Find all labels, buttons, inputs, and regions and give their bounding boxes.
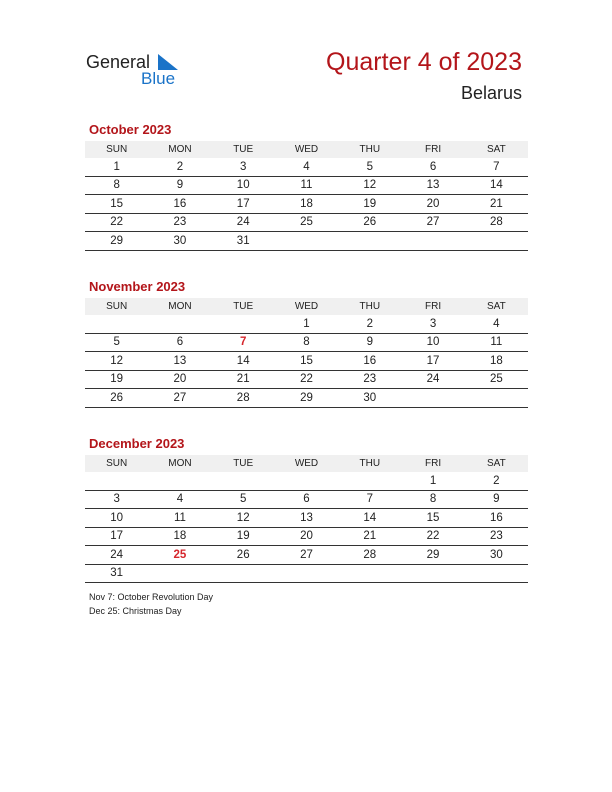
weekday-header: FRI xyxy=(401,298,464,315)
month-october xyxy=(85,122,528,251)
day-cell: 17 xyxy=(401,352,464,371)
country-name: Belarus xyxy=(460,83,522,103)
day-cell: 30 xyxy=(148,232,211,251)
day-cell: 4 xyxy=(465,315,528,333)
week-row xyxy=(85,176,528,195)
day-cell: 10 xyxy=(401,333,464,352)
day-cell: 24 xyxy=(212,213,275,232)
day-cell: 19 xyxy=(338,195,401,214)
weekday-header: SAT xyxy=(465,455,528,472)
weekday-header: SAT xyxy=(465,298,528,315)
weekday-header: TUE xyxy=(212,455,275,472)
week-row xyxy=(85,564,528,583)
day-cell: 14 xyxy=(465,176,528,195)
month-title: October 2023 xyxy=(89,122,172,137)
day-cell: 31 xyxy=(212,232,275,251)
week-row xyxy=(85,472,528,490)
day-cell: 20 xyxy=(148,370,211,389)
day-cell: 27 xyxy=(401,213,464,232)
day-cell: 4 xyxy=(275,158,338,176)
week-row xyxy=(85,315,528,333)
day-cell: 9 xyxy=(338,333,401,352)
day-cell: 20 xyxy=(401,195,464,214)
day-cell: 31 xyxy=(85,564,148,583)
weekday-header: SUN xyxy=(85,298,148,315)
weekday-header: WED xyxy=(275,298,338,315)
day-cell: 15 xyxy=(401,509,464,528)
day-cell: 26 xyxy=(212,546,275,565)
day-cell: 22 xyxy=(85,213,148,232)
empty-day-cell xyxy=(338,472,401,490)
day-cell: 27 xyxy=(275,546,338,565)
weekday-header: SUN xyxy=(85,141,148,158)
day-cell: 23 xyxy=(148,213,211,232)
day-cell: 12 xyxy=(338,176,401,195)
weekday-header: TUE xyxy=(212,141,275,158)
calendar-grid xyxy=(85,455,528,583)
empty-day-cell xyxy=(85,315,148,333)
weekday-header: MON xyxy=(148,141,211,158)
day-cell: 13 xyxy=(148,352,211,371)
day-cell: 16 xyxy=(148,195,211,214)
weekday-header: THU xyxy=(338,141,401,158)
weekday-header-row xyxy=(85,455,528,472)
empty-day-cell xyxy=(212,564,275,583)
week-row xyxy=(85,546,528,565)
day-cell: 25 xyxy=(465,370,528,389)
week-row xyxy=(85,352,528,371)
holiday-note: Dec 25: Christmas Day xyxy=(89,605,182,616)
day-cell: 8 xyxy=(275,333,338,352)
day-cell: 13 xyxy=(401,176,464,195)
day-cell: 14 xyxy=(212,352,275,371)
empty-day-cell xyxy=(338,564,401,583)
brand-blue-text: Blue xyxy=(141,69,176,88)
day-cell: 2 xyxy=(148,158,211,176)
empty-day-cell xyxy=(148,564,211,583)
day-cell: 18 xyxy=(465,352,528,371)
day-cell: 10 xyxy=(85,509,148,528)
weekday-header: FRI xyxy=(401,455,464,472)
empty-day-cell xyxy=(148,472,211,490)
holiday-notes xyxy=(89,591,213,618)
empty-day-cell xyxy=(212,472,275,490)
brand-logo xyxy=(86,52,196,92)
day-cell: 30 xyxy=(465,546,528,565)
weekday-header: SUN xyxy=(85,455,148,472)
day-cell: 29 xyxy=(85,232,148,251)
day-cell: 19 xyxy=(212,527,275,546)
day-cell: 4 xyxy=(148,490,211,509)
day-cell: 9 xyxy=(148,176,211,195)
empty-day-cell xyxy=(338,232,401,251)
day-cell: 1 xyxy=(85,158,148,176)
empty-day-cell xyxy=(465,564,528,583)
day-cell: 26 xyxy=(85,389,148,408)
day-cell: 23 xyxy=(465,527,528,546)
brand-general-text: General xyxy=(86,52,151,72)
week-row xyxy=(85,232,528,251)
month-december xyxy=(85,436,528,583)
day-cell: 5 xyxy=(85,333,148,352)
week-row xyxy=(85,527,528,546)
weekday-header: WED xyxy=(275,455,338,472)
empty-day-cell xyxy=(275,472,338,490)
day-cell: 28 xyxy=(338,546,401,565)
weekday-header-row xyxy=(85,298,528,315)
page-title: Quarter 4 of 2023 xyxy=(326,48,522,76)
day-cell: 1 xyxy=(275,315,338,333)
day-cell: 16 xyxy=(465,509,528,528)
day-cell: 22 xyxy=(275,370,338,389)
weekday-header: THU xyxy=(338,455,401,472)
day-cell: 7 xyxy=(465,158,528,176)
day-cell: 17 xyxy=(85,527,148,546)
day-cell: 21 xyxy=(465,195,528,214)
empty-day-cell xyxy=(275,564,338,583)
day-cell: 9 xyxy=(465,490,528,509)
day-cell: 21 xyxy=(338,527,401,546)
calendar-grid xyxy=(85,298,528,408)
day-cell: 20 xyxy=(275,527,338,546)
week-row xyxy=(85,333,528,352)
empty-day-cell xyxy=(148,315,211,333)
weekday-header-row xyxy=(85,141,528,158)
day-cell: 15 xyxy=(275,352,338,371)
day-cell: 3 xyxy=(212,158,275,176)
week-row xyxy=(85,158,528,176)
day-cell: 10 xyxy=(212,176,275,195)
day-cell: 6 xyxy=(148,333,211,352)
day-cell: 11 xyxy=(275,176,338,195)
weekday-header: WED xyxy=(275,141,338,158)
day-cell: 24 xyxy=(401,370,464,389)
day-cell: 8 xyxy=(85,176,148,195)
empty-day-cell xyxy=(85,472,148,490)
holiday-note: Nov 7: October Revolution Day xyxy=(89,592,214,602)
day-cell: 24 xyxy=(85,546,148,565)
day-cell: 1 xyxy=(401,472,464,490)
day-cell: 2 xyxy=(338,315,401,333)
day-cell: 28 xyxy=(212,389,275,408)
day-cell: 6 xyxy=(401,158,464,176)
day-cell: 16 xyxy=(338,352,401,371)
day-cell: 27 xyxy=(148,389,211,408)
day-cell: 15 xyxy=(85,195,148,214)
week-row xyxy=(85,195,528,214)
day-cell: 23 xyxy=(338,370,401,389)
weekday-header: MON xyxy=(148,298,211,315)
day-cell: 8 xyxy=(401,490,464,509)
day-cell: 5 xyxy=(212,490,275,509)
week-row xyxy=(85,509,528,528)
week-row xyxy=(85,389,528,408)
day-cell: 22 xyxy=(401,527,464,546)
day-cell: 30 xyxy=(338,389,401,408)
day-cell: 21 xyxy=(212,370,275,389)
holiday-day-cell: 7 xyxy=(212,333,275,352)
empty-day-cell xyxy=(465,389,528,408)
day-cell: 28 xyxy=(465,213,528,232)
empty-day-cell xyxy=(275,232,338,251)
month-title: December 2023 xyxy=(89,436,185,451)
day-cell: 29 xyxy=(275,389,338,408)
day-cell: 12 xyxy=(212,509,275,528)
weekday-header: THU xyxy=(338,298,401,315)
day-cell: 19 xyxy=(85,370,148,389)
empty-day-cell xyxy=(401,389,464,408)
day-cell: 3 xyxy=(401,315,464,333)
week-row xyxy=(85,490,528,509)
day-cell: 3 xyxy=(85,490,148,509)
day-cell: 25 xyxy=(275,213,338,232)
day-cell: 6 xyxy=(275,490,338,509)
calendar-grid xyxy=(85,141,528,251)
day-cell: 11 xyxy=(148,509,211,528)
month-november xyxy=(85,279,528,408)
day-cell: 13 xyxy=(275,509,338,528)
day-cell: 12 xyxy=(85,352,148,371)
day-cell: 18 xyxy=(275,195,338,214)
week-row xyxy=(85,370,528,389)
weekday-header: TUE xyxy=(212,298,275,315)
week-row xyxy=(85,213,528,232)
logo-triangle-icon xyxy=(158,54,178,70)
weekday-header: MON xyxy=(148,455,211,472)
day-cell: 5 xyxy=(338,158,401,176)
empty-day-cell xyxy=(465,232,528,251)
weekday-header: FRI xyxy=(401,141,464,158)
holiday-day-cell: 25 xyxy=(148,546,211,565)
weekday-header: SAT xyxy=(465,141,528,158)
day-cell: 2 xyxy=(465,472,528,490)
empty-day-cell xyxy=(212,315,275,333)
day-cell: 29 xyxy=(401,546,464,565)
day-cell: 14 xyxy=(338,509,401,528)
month-title: November 2023 xyxy=(89,279,186,294)
day-cell: 26 xyxy=(338,213,401,232)
day-cell: 17 xyxy=(212,195,275,214)
day-cell: 18 xyxy=(148,527,211,546)
day-cell: 7 xyxy=(338,490,401,509)
empty-day-cell xyxy=(401,564,464,583)
day-cell: 11 xyxy=(465,333,528,352)
empty-day-cell xyxy=(401,232,464,251)
